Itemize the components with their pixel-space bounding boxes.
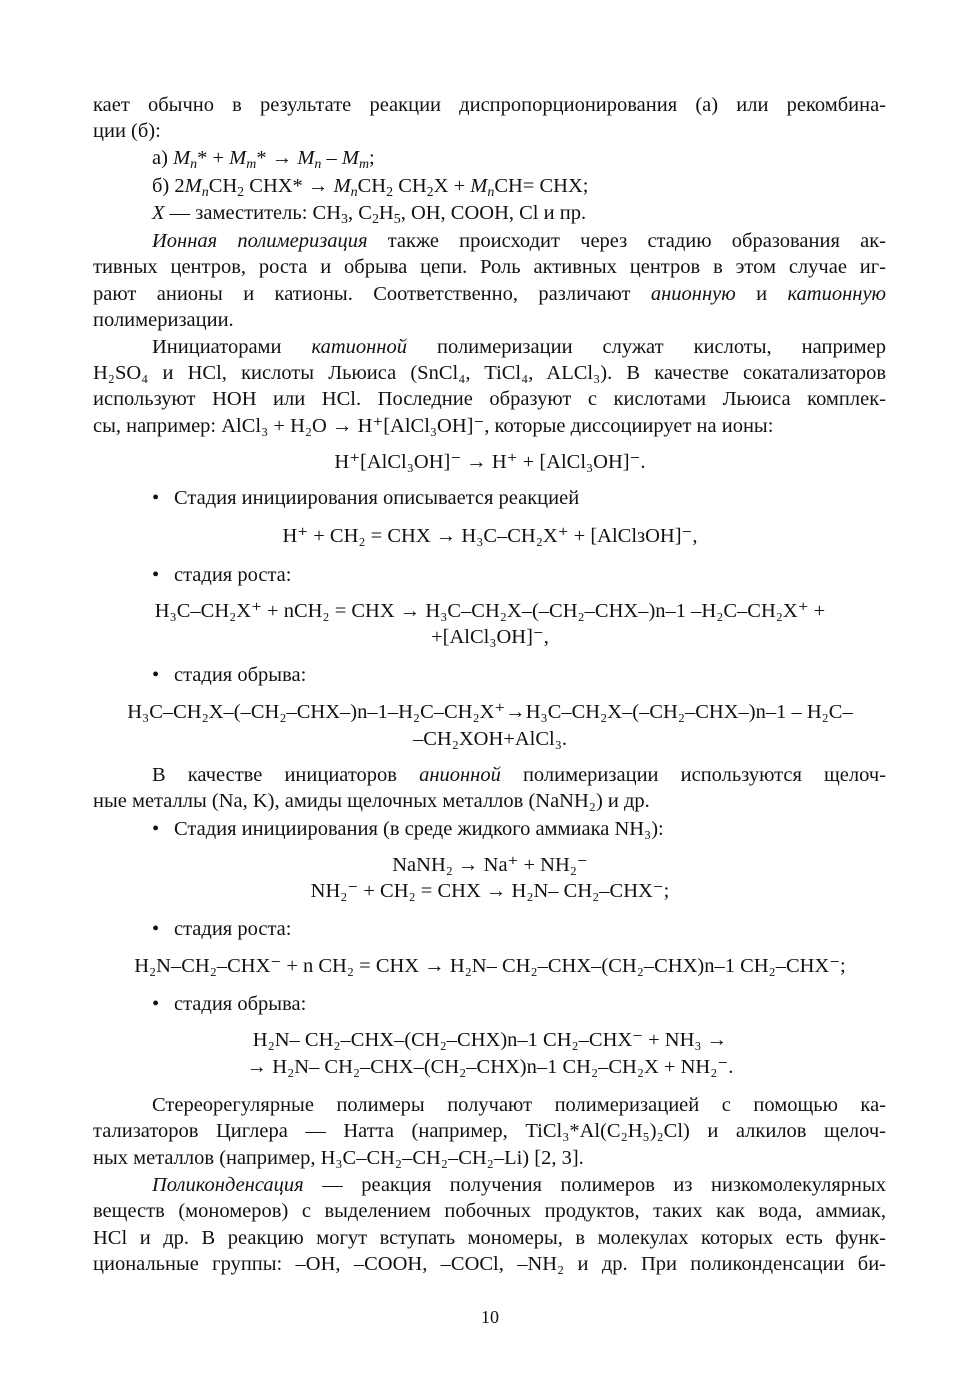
text-line: полимеризации. <box>93 309 234 331</box>
text-line: Инициаторами катионной полимеризации служат кислоты, например <box>152 336 886 358</box>
text-line: Ионная полимеризация также происходит через стадию образования ак- <box>152 230 886 252</box>
equation-a: а) $M_n* + M_m* \to M_n - M_m$; <box>152 147 375 173</box>
text-line: веществ (мономеров) с выделением побочных продуктов, таких как вода, аммиак, <box>93 1200 886 1222</box>
equation-b: б) $2M_nCH_2$ $CHX* \to M_nCH_2$ $CH_2X + M_nCH=$ CHX; <box>152 175 589 201</box>
text-line: тивных центров, роста и обрыва цепи. Роль активных центров в этом случае иг- <box>93 256 886 278</box>
equation-initiation: H⁺ + CH₂ = CHX → H₃C–CH₂X⁺ + [AlClзOH]⁻, <box>282 525 698 547</box>
text-line: Стереорегулярные полимеры получают полимеризацией с помощью ка- <box>152 1094 886 1116</box>
equation-termination-1: H₃C–CH₂X–(–CH₂–CHX–)n–1–H₂C–CH₂X⁺→H₃C–CH₂X–(–CH₂–CHX–)n–1 – H₂C– <box>127 701 853 723</box>
bullet-item: • стадия обрыва: <box>152 991 886 1017</box>
text-line: кает обычно в результате реакции диспропорционирования (а) или рекомбина- <box>93 94 886 116</box>
equation-anionic-growth: H₂N–CH₂–CHX⁻ + n CH₂ = CHX → H₂N– CH₂–CHX–(CH₂–CHX)n–1 CH₂–CHX⁻; <box>134 955 846 977</box>
text-line: сы, например: AlCl₃ + H₂O → H⁺[AlCl₃OH]⁻, которые диссоциирует на ионы: <box>93 415 774 437</box>
bullet-item: • Стадия инициирования (в среде жидкого аммиака NH₃): <box>152 816 886 842</box>
substituent-definition: X — заместитель: $CH_3$, $C_2H_5$, OH, COOH, Cl и пр. <box>152 202 587 228</box>
equation-anionic-termination-2: → H₂N– CH₂–CHX–(CH₂–CHX)n–1 CH₂–CH₂X + NH₂⁻. <box>246 1056 734 1078</box>
text-line: В качестве инициаторов анионной полимеризации используются щелоч- <box>152 764 886 786</box>
equation-growth-1: H₃C–CH₂X⁺ + nCH₂ = CHX → H₃C–CH₂X–(–CH₂–CHX–)n–1 –H₂C–CH₂X⁺ + <box>154 600 826 622</box>
text-line: ции (б): <box>93 120 161 142</box>
text-line: ные металлы (Na, K), амиды щелочных металлов (NaNH₂) и др. <box>93 790 650 812</box>
bullet-item: • стадия обрыва: <box>152 662 886 688</box>
text-line: рают анионы и катионы. Соответственно, различают анионную и катионную <box>93 283 886 305</box>
page-number: 10 <box>481 1307 499 1327</box>
equation-anionic-1: NaNH₂ → Na⁺ + NH₂⁻ <box>392 854 588 876</box>
text-line: используют HOH или HCl. Последние образуют с кислотами Льюиса комплек- <box>93 388 886 410</box>
text-line: циональные группы: –OH, –COOH, –COCl, –NH₂ и др. При поликонденсации би- <box>93 1253 886 1275</box>
equation-dissociation: H⁺[AlCl₃OH]⁻ → H⁺ + [AlCl₃OH]⁻. <box>334 451 646 473</box>
bullet-item: • стадия роста: <box>152 562 886 588</box>
text-line: Поликонденсация — реакция получения полимеров из низкомолекулярных <box>152 1174 886 1196</box>
bullet-item: • Стадия инициирования описывается реакцией <box>152 485 886 511</box>
equation-growth-2: +[AlCl₃OH]⁻, <box>431 626 549 648</box>
text-line: тализаторов Циглера — Натта (например, TiCl₃*Al(C₂H₅)₂Cl) и алкилов щелоч- <box>93 1120 886 1142</box>
equation-termination-2: –CH₂XOH+AlCl₃. <box>413 728 567 750</box>
text-line: HCl и др. В реакцию могут вступать мономеры, в молекулах которых есть функ- <box>93 1227 886 1249</box>
text-line: H₂SO₄ и HCl, кислоты Льюиса (SnCl₄, TiCl₄, ALCl₃). В качестве сокатализаторов <box>93 362 886 384</box>
text-line: ных металлов (например, H₃C–CH₂–CH₂–CH₂–Li) [2, 3]. <box>93 1147 584 1169</box>
equation-anionic-2: NH₂⁻ + CH₂ = CHX → H₂N– CH₂–CHX⁻; <box>310 880 670 902</box>
equation-anionic-termination-1: H₂N– CH₂–CHX–(CH₂–CHX)n–1 CH₂–CHX⁻ + NH₃ → <box>252 1029 728 1051</box>
bullet-item: • стадия роста: <box>152 916 886 942</box>
